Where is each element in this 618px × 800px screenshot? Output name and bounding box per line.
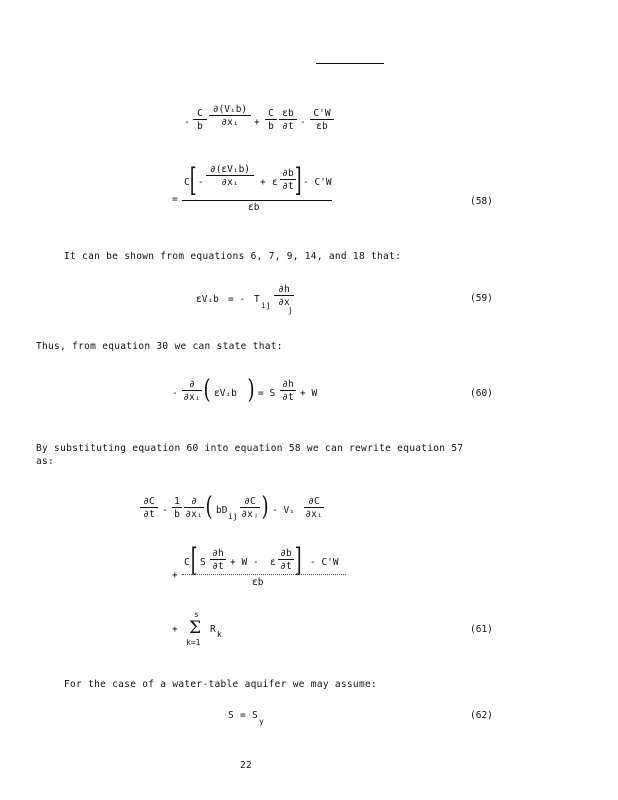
eq61-dc-num: ∂C [143, 496, 155, 507]
eq62-rhs: S [252, 710, 258, 721]
eq61-sum-symbol: Σ [189, 618, 202, 638]
eq61-vc-den: ∂xᵢ [305, 509, 323, 520]
eq-top-minus: - [184, 117, 190, 128]
eq-top-frac2 [209, 104, 251, 128]
eq61-dh-frac [210, 548, 226, 572]
eq-top-frac1 [193, 108, 207, 132]
eq60-f-den: ∂t [280, 390, 296, 403]
eq-top-minus2: - [300, 117, 306, 128]
equation-59 [196, 284, 316, 318]
eq-top-frac4-num: εb [282, 108, 294, 119]
eq60-minus: - [172, 388, 178, 399]
eq-top-frac3 [265, 108, 277, 132]
page-number: 22 [240, 760, 253, 771]
eq60-rhs1: = S [258, 388, 276, 399]
eq60-d-frac [182, 379, 202, 403]
eq61-dh-num: ∂h [212, 548, 224, 559]
eq58-db-num: ∂b [282, 168, 294, 179]
eq-top-frac5-den: εb [310, 119, 334, 132]
eq62-rhs-sub: y [259, 717, 264, 726]
eq58-equals: = [172, 194, 178, 205]
eq61-sum-bottom: k=1 [186, 638, 201, 647]
equation-58 [170, 160, 370, 220]
para-eq61-intro-line1: By substituting equation 60 into equation 58 we can rewrite equation 57 [36, 443, 464, 454]
eq58-main-fraction-bar [182, 200, 332, 201]
eq-top-frac5-num: C'W [313, 108, 331, 119]
eq-top-frac4-den: ∂t [279, 119, 297, 132]
equation-61-line2 [170, 541, 360, 590]
eq60-f-frac [280, 379, 296, 403]
eq59-eq: = - [228, 294, 246, 305]
eq61-den2: εb [252, 577, 264, 588]
eq59-frac-den: ∂x [274, 295, 294, 308]
eq59-frac-den-sub: j [288, 306, 293, 315]
eq61-left-bracket: [ [190, 541, 198, 579]
eq-top-frac1-den: b [193, 119, 207, 132]
eq-top-frac1-num: C [197, 108, 203, 119]
eq61-dc-frac [140, 496, 158, 520]
eq58-db-frac [280, 168, 296, 192]
eq-top-frac2-den: ∂xᵢ [209, 115, 251, 128]
para-eq59-intro: It can be shown from equations 6, 7, 9, 14, and 18 that: [64, 251, 402, 262]
eq58-eps: ε [272, 177, 278, 188]
eq62-label: (62) [470, 710, 493, 721]
eq61-eps2: ε [270, 557, 276, 568]
eq59-T: T [254, 294, 260, 305]
eq58-db-den: ∂t [280, 179, 296, 192]
eq62-lhs: S [228, 710, 234, 721]
para-eq60-intro: Thus, from equation 30 we can state that: [36, 341, 283, 352]
eq61-plus-c: + [172, 570, 178, 581]
eq58-inner-den: ∂xᵢ [206, 175, 254, 188]
eq59-label: (59) [470, 293, 493, 304]
eq61-vc-num: ∂C [308, 496, 320, 507]
eq61-s: S [200, 557, 206, 568]
eq60-f-num: ∂h [282, 379, 294, 390]
eq61-rk-sub: k [217, 630, 222, 639]
eq-top-frac3-num: C [268, 108, 274, 119]
eq58-inner-num: ∂(εVᵢb) [209, 164, 251, 175]
eq59-frac-num: ∂h [278, 284, 290, 295]
eq61-inner-frac [240, 496, 260, 520]
eq-top-frac2-num: ∂(Vᵢb) [212, 104, 248, 115]
eq58-den: εb [248, 202, 260, 213]
eq58-right-bracket: ] [294, 161, 302, 199]
para-eq61-intro-line2: as: [36, 456, 55, 467]
eq61-right-bracket: ] [294, 541, 302, 579]
equation-61-line1 [140, 492, 340, 528]
eq-top-plus: + [254, 117, 260, 128]
eq58-label: (58) [470, 196, 493, 207]
eq61-rk: R [210, 624, 216, 635]
eq61-minus1: - [162, 505, 168, 516]
eq61-right-paren: ) [261, 492, 269, 522]
eq59-T-sub: ij [261, 301, 271, 310]
eq61-dh-den: ∂t [210, 559, 226, 572]
eq58-c: C [184, 177, 190, 188]
eq58-left-bracket: [ [189, 161, 197, 199]
eq61-one-frac [172, 496, 182, 520]
eq61-fraction-bar [182, 574, 346, 575]
eq61-inner-f-den: ∂xⱼ [241, 509, 259, 520]
eq61-inner-sub: ij [228, 512, 238, 521]
eq61-inner-bd: bD [216, 505, 228, 516]
eq61-c2: C [184, 557, 190, 568]
eq60-rhs2: + W [300, 388, 318, 399]
eq61-vc-frac [304, 496, 324, 520]
eq60-inner: εVᵢb [214, 388, 237, 399]
eq61-sum-top: s [194, 610, 199, 619]
eq61-one-den: b [172, 507, 182, 520]
eq60-label: (60) [470, 388, 493, 399]
eq61-inner-f-num: ∂C [244, 496, 256, 507]
eq60-d-num: ∂ [189, 379, 195, 390]
equation-top [180, 104, 350, 138]
eq61-d-den: ∂xᵢ [185, 509, 203, 520]
eq58-minus: - [198, 177, 204, 188]
eq58-inner-frac [206, 164, 254, 188]
eq61-db-num2: ∂b [280, 548, 292, 559]
eq61-db-den2: ∂t [278, 559, 294, 572]
eq61-d-frac [184, 496, 204, 520]
equation-61-line3 [170, 610, 250, 650]
eq61-plus-sum: + [172, 624, 178, 635]
eq60-right-paren: ) [247, 375, 255, 405]
eq61-minus2: - Vᵢ [272, 505, 295, 516]
top-rule [316, 63, 384, 64]
eq-top-frac5 [310, 108, 334, 132]
eq-top-frac3-den: b [265, 119, 277, 132]
eq62-eq: = [240, 710, 246, 721]
eq58-minus-cw: - C'W [303, 177, 332, 188]
eq61-plus-w: + W - [230, 557, 259, 568]
equation-62 [228, 708, 288, 728]
eq61-dc-den: ∂t [140, 507, 158, 520]
eq59-frac [274, 284, 294, 308]
eq-top-frac4 [279, 108, 297, 132]
eq58-plus: + [260, 177, 266, 188]
eq59-lhs: εVᵢb [196, 294, 219, 305]
eq61-db-frac2 [278, 548, 294, 572]
eq61-label: (61) [470, 624, 493, 635]
eq61-one-num: 1 [174, 496, 180, 507]
eq61-d-num: ∂ [191, 496, 197, 507]
equation-60 [170, 376, 330, 410]
eq61-minus-cw2: - C'W [310, 557, 339, 568]
eq61-left-paren: ( [205, 492, 213, 522]
para-eq62-intro: For the case of a water-table aquifer we may assume: [64, 679, 378, 690]
eq60-left-paren: ( [203, 375, 211, 405]
eq60-d-den: ∂xᵢ [183, 392, 201, 403]
